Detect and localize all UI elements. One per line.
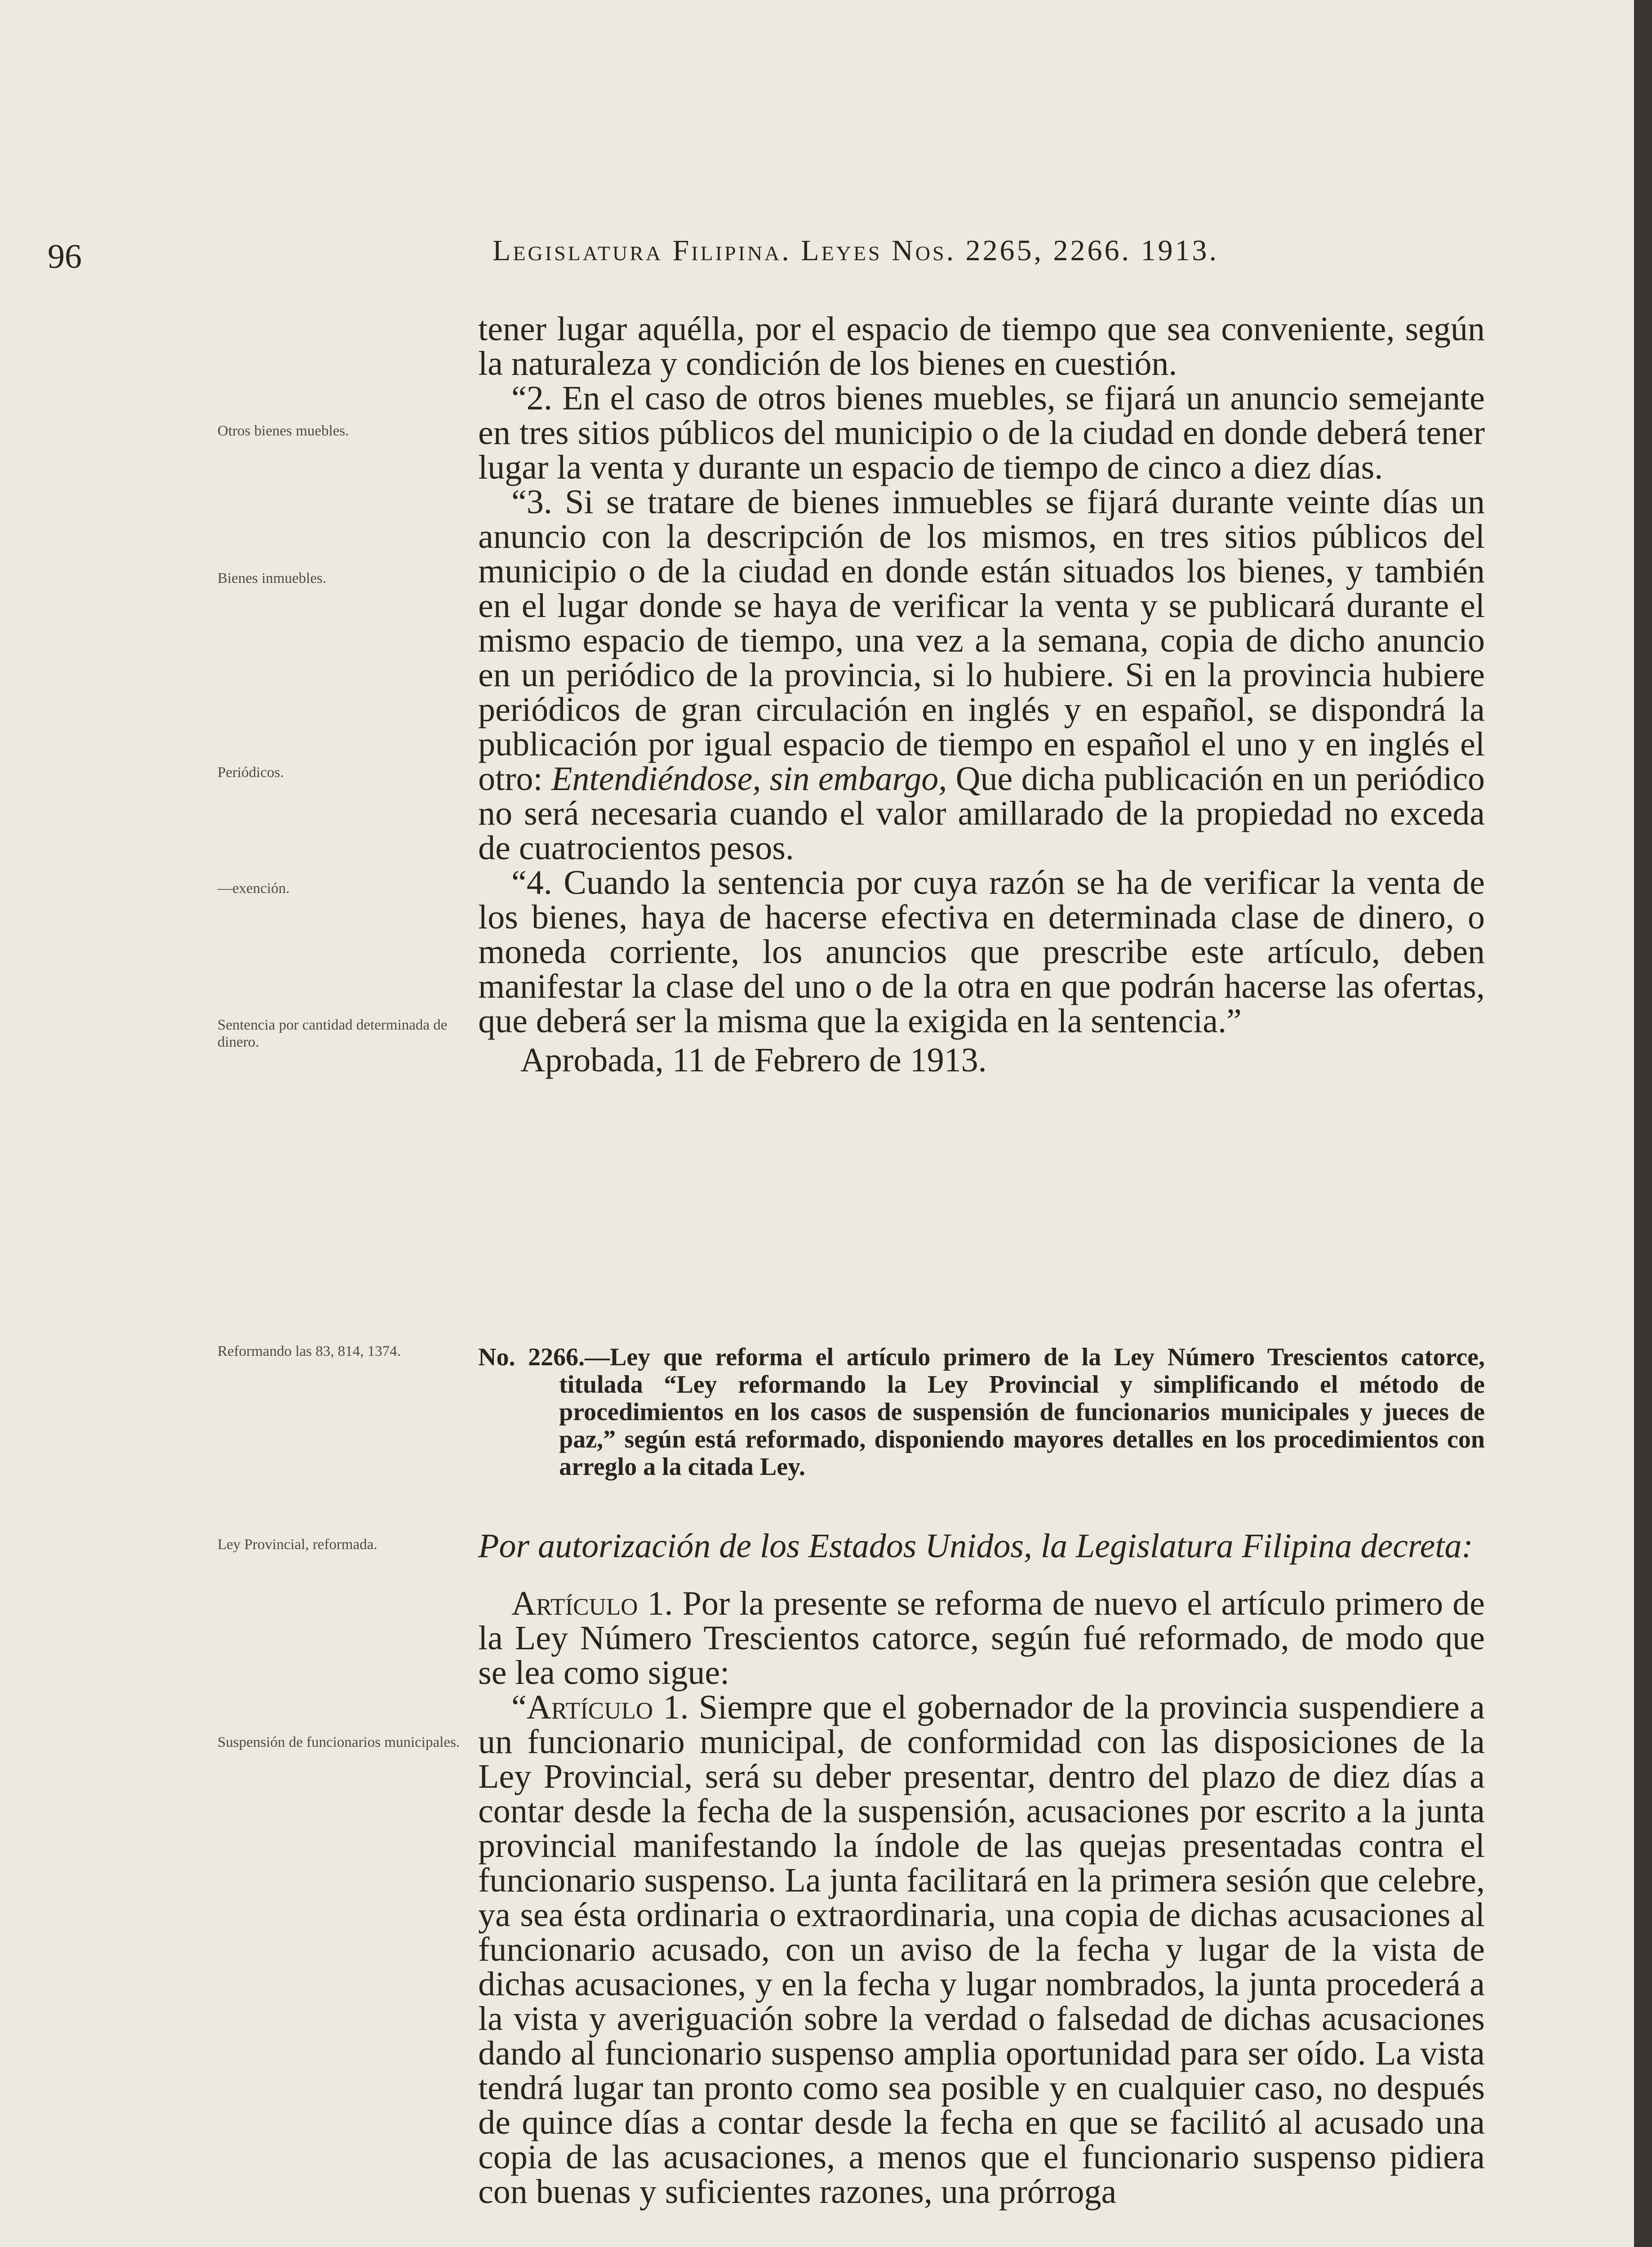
article-1-label: Artículo 1. <box>511 1585 673 1622</box>
margin-note-suspension: Suspensión de funcionarios municipales. <box>218 1734 460 1750</box>
text-block-law-2265 <box>478 312 1485 1078</box>
running-head: Legislatura Filipina. Leyes Nos. 2265, 2266. 1913. <box>493 234 1219 267</box>
enacting-clause: Por autorización de los Estados Unidos, la Legislatura Filipina decreta: <box>478 1527 1473 1565</box>
article-1-text: Por la presente se reforma de nuevo el artículo primero de la Ley Número Trescientos catorce, según fué reformado, de modo que se lea como sigue: <box>478 1585 1485 1692</box>
law-title-text: —Ley que reforma el artículo primero de la Ley Número Trescientos catorce, titulada “Ley reformando la Ley Provincial y simplificando el método de procedimientos en los casos de suspensión de funcionarios municipales y jueces de paz,” según está reformado, disponiendo mayores detalles en los procedimientos con arreglo a la citada Ley. <box>559 1343 1485 1481</box>
paragraph-3-text: “3. Si se tratare de bienes inmuebles se fijará durante veinte días un anuncio con la descripción de los mismos, en tres sitios públicos del municipio o de la ciudad en donde están situados los bienes, y también en el lugar donde se haya de verificar la venta y se publicará durante el mismo espacio de tiempo, una vez a la semana, copia de dicho anuncio en un periódico de la provincia, si lo hubiere. Si en la provincia hubiere periódicos de gran circulación en inglés y en español, se dispondrá la publicación por igual espacio de tiempo en español el uno y en inglés el otro: <box>478 483 1485 798</box>
law-number: No. 2266. <box>478 1343 585 1371</box>
page-number: 96 <box>48 238 82 275</box>
margin-note-otros-bienes: Otros bienes muebles. <box>218 423 349 439</box>
quoted-article-1 <box>478 1690 1485 2209</box>
paragraph-2: “2. En el caso de otros bienes muebles, se fijará un anuncio semejante en tres sitios públicos del municipio o de la ciudad en donde deberá tener lugar la venta y durante un espacio de tiempo de cinco a diez días. <box>478 379 1485 486</box>
margin-note-sentencia: Sentencia por cantidad determinada de dinero. <box>218 1017 448 1050</box>
paragraph-4: “4. Cuando la sentencia por cuya razón se ha de verificar la venta de los bienes, haya de hacerse efectiva en determinada clase de dinero, o moneda corriente, los anuncios que prescribe este artículo, deben manifestar la clase del uno o de la otra en que podrán hacerse las ofertas, que deberá ser la misma que la exigida en la sentencia.” <box>478 864 1485 1040</box>
margin-note-exencion: —exención. <box>218 880 290 897</box>
margin-note-ley-provincial: Ley Provincial, reformada. <box>218 1536 377 1553</box>
paragraph-3-tail: Que dicha publicación en un periódico no será necesaria cuando el valor amillarado de la propiedad no exceda de cuatrocientos pesos. <box>478 760 1485 867</box>
margin-note-periodicos: Periódicos. <box>218 764 284 781</box>
article-1 <box>478 1586 1485 1690</box>
quoted-article-1-label: “Artículo 1. <box>511 1688 689 1726</box>
book-edge <box>1634 0 1652 2247</box>
text-block-law-2266 <box>478 1528 1485 2209</box>
margin-note-reformando: Reformando las 83, 814, 1374. <box>218 1343 401 1359</box>
paragraph-continuation: tener lugar aquélla, por el espacio de tiempo que sea conveniente, según la naturaleza y condición de los bienes en cuestión. <box>478 310 1485 382</box>
quoted-article-1-text: Siempre que el gobernador de la provincia suspendiere a un funcionario municipal, de conformidad con las disposiciones de la Ley Provincial, será su deber presentar, dentro del plazo de diez días a contar desde la fecha de la suspensión, acusaciones por escrito a la junta provincial manifestando la índole de las quejas presentadas contra el funcionario suspenso. La junta facilitará en la primera sesión que celebre, ya sea ésta ordinaria o extraordinaria, una copia de dichas acusaciones al funcionario acusado, con un aviso de la fecha y lugar de la vista de dichas acusaciones, y en la fecha y lugar nombrados, la junta procederá a la vista y averiguación sobre la verdad o falsedad de dichas acusaciones dando al funcionario suspenso amplia oportunidad para ser oído. La vista tendrá lugar tan pronto como sea posible y en cualquier caso, no después de quince días a contar desde la fecha en que se facilitó al acusado una copia de las acusaciones, a menos que el funcionario suspenso pidiera con buenas y suficientes razones, una prórroga <box>478 1688 1485 2211</box>
margin-note-bienes-inmuebles: Bienes inmuebles. <box>218 570 326 586</box>
law-title <box>478 1344 1485 1481</box>
approval-date: Aprobada, 11 de Febrero de 1913. <box>520 1041 987 1079</box>
law-title-block <box>478 1344 1485 1481</box>
proviso-phrase: Entendiéndose, sin embargo, <box>551 760 947 798</box>
paragraph-3 <box>478 485 1485 866</box>
